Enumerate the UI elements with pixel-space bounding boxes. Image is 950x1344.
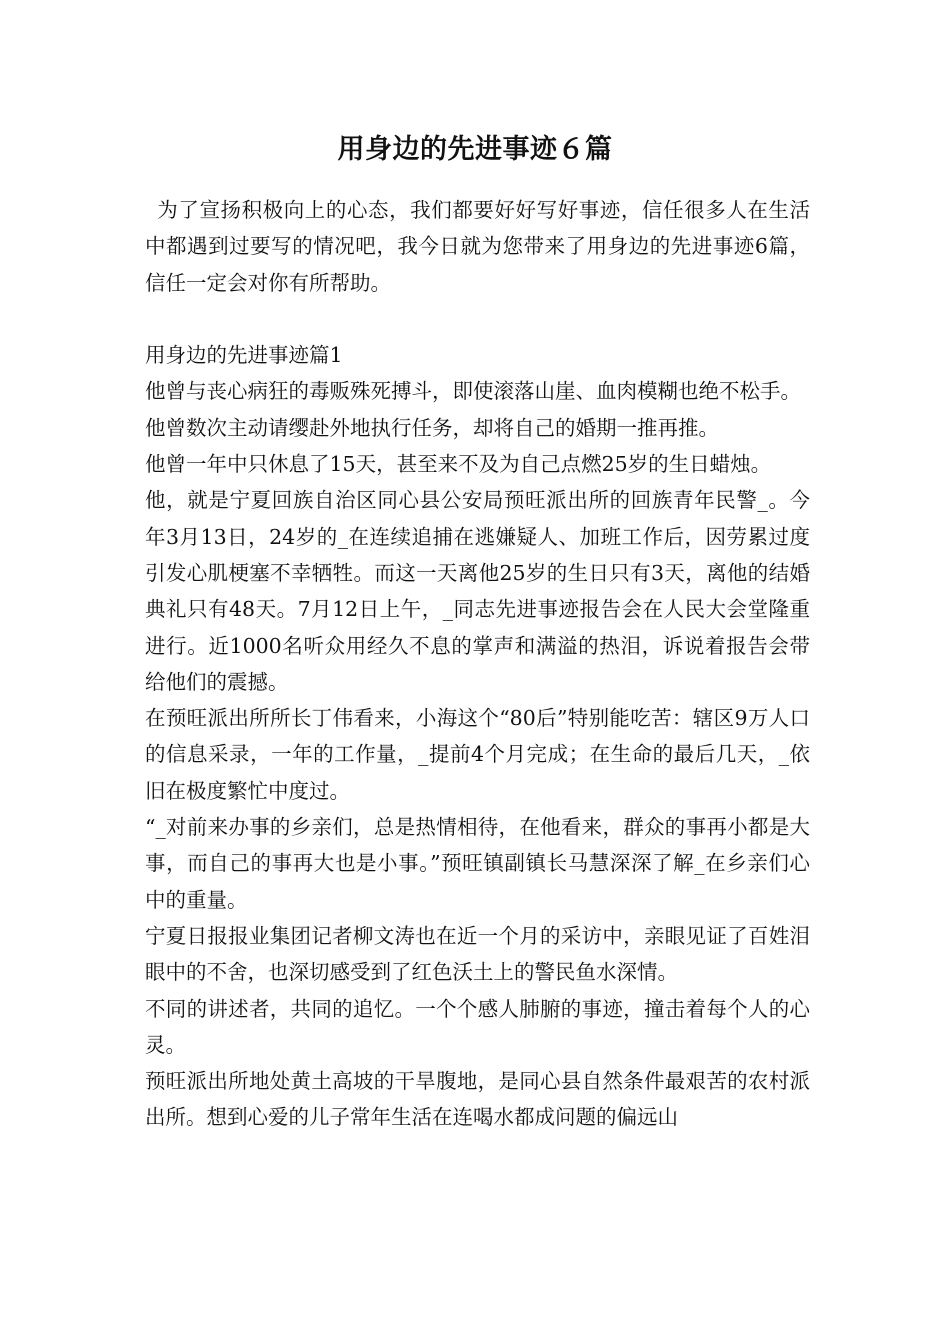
body-paragraph: “_对前来办事的乡亲们，总是热情相待，在他看来，群众的事再小都是大事，而自己的事再大也是小事。”预旺镇副镇长马慧深深了解_在乡亲们心中的重量。 [145,815,810,912]
intro-paragraph: 为了宣扬积极向上的心态，我们都要好好写好事迹，信任很多人在生活中都遇到过要写的情况吧，我今日就为您带来了用身边的先进事迹6篇，信任一定会对你有所帮助。 [145,198,810,295]
document-title: 用身边的先进事迹６篇 [337,134,613,165]
body-paragraph: 宁夏日报报业集团记者柳文涛也在近一个月的采访中，亲眼见证了百姓泪眼中的不舍，也深切感受到了红色沃土上的警民鱼水深情。 [145,923,810,985]
body-paragraph: 他，就是宁夏回族自治区同心县公安局预旺派出所的回族青年民警_。今年3月13日，24岁的_在连续追捕在逃嫌疑人、加班工作后，因劳累过度引发心肌梗塞不幸牺牲。而这一天离他25岁的生日只有3天，离他的结婚典礼只有48天。7月12日上午，_同志先进事迹报告会在人民大会堂隆重进行。近1000名听众用经久不息的掌声和满溢的热泪，诉说着报告会带给他们的震撼。 [145,488,810,694]
section-heading: 用身边的先进事迹篇1 [145,343,343,368]
body-paragraph: 预旺派出所地处黄土高坡的干旱腹地，是同心县自然条件最艰苦的农村派出所。想到心爱的儿子常年生活在连喝水都成问题的偏远山 [145,1069,810,1130]
body-paragraph: 不同的讲述者，共同的追忆。一个个感人肺腑的事迹，撞击着每个人的心灵。 [145,996,810,1057]
document-body [145,192,810,1136]
body-paragraph: 在预旺派出所所长丁伟看来，小海这个“80后”特别能吃苦：辖区9万人口的信息采录，一年的工作量，_提前4个月完成；在生命的最后几天，_依旧在极度繁忙中度过。 [145,706,810,803]
paragraph-gap [145,301,810,337]
body-paragraph: 他曾与丧心病狂的毒贩殊死搏斗，即使滚落山崖、血肉模糊也绝不松手。 [145,379,801,404]
body-paragraph: 他曾一年中只休息了15天，甚至来不及为自己点燃25岁的生日蜡烛。 [145,452,772,477]
body-paragraph: 他曾数次主动请缨赴外地执行任务，却将自己的婚期一推再推。 [145,415,719,440]
